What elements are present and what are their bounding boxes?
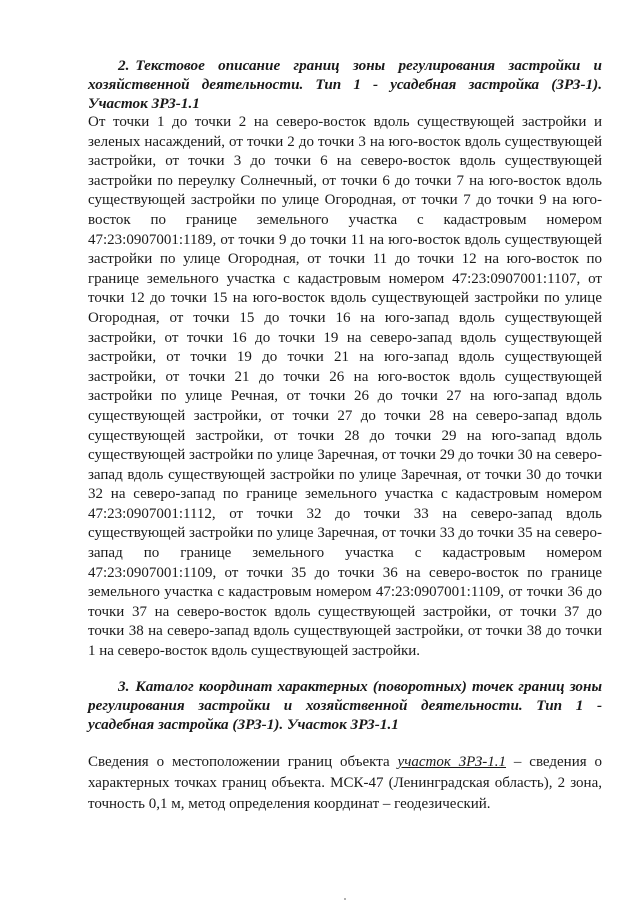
section-3-heading (88, 677, 602, 734)
section-2-heading (88, 56, 602, 113)
section-3-number: 3. (118, 677, 130, 695)
scan-speck (344, 898, 346, 900)
document-content (88, 56, 602, 815)
section-3-body-prefix: Сведения о местоположении границ объекта (88, 753, 390, 770)
section-2-title: Текстовое описание границ зоны регулирования застройки и хозяйственной деятельности. Тип 1 - усадебная застройка (ЗРЗ-1). Участок ЗРЗ-1.1 (88, 57, 602, 112)
section-3-title: Каталог координат характерных (поворотных) точек границ зоны регулирования застройки и хозяйственной деятельности. Тип 1 - усадебная застройка (ЗРЗ-1). Участок ЗРЗ-1.1 (88, 677, 602, 733)
section-3-body (88, 752, 602, 815)
section-3-body-suffix: – сведения о характерных точках границ объекта. МСК-47 (Ленинградская область), 2 зона, точность 0,1 м, метод определения координат – геодезический. (88, 753, 603, 812)
object-name: участок ЗРЗ-1.1 (397, 753, 507, 770)
section-2-body: От точки 1 до точки 2 на северо-восток вдоль существующей застройки и зеленых насаждений, от точки 2 до точки 3 на юго-восток вдоль существующей застройки, от точки 3 до точки 6 на северо-восток вдоль существующей застройки по переулку Солнечный, от точки 6 до точки 7 на юго-восток вдоль существующей застройки по улице Огородная, от точки 7 до точки 9 на юго-восток по границе земельного участка с кадастровым номером 47:23:0907001:1189, от точки 9 до точки 11 на юго-восток вдоль существующей застройки по улице Огородная, от точки 11 до точки 12 на юго-восток по границе земельного участка с кадастровым номером 47:23:0907001:1107, от точки 12 до точки 15 на юго-восток вдоль существующей застройки по улице Огородная, от точки 15 до точки 16 на юго-запад вдоль существующей застройки, от точки 16 до точки 19 на северо-запад вдоль существующей застройки, от точки 19 до точки 21 на юго-запад вдоль существующей застройки, от точки 21 до точки 26 на юго-восток вдоль существующей застройки по улице Речная, от точки 26 до точки 27 на юго-запад вдоль существующей застройки, от точки 27 до точки 28 на северо-запад вдоль существующей застройки, от точки 28 до точки 29 на юго-запад вдоль существующей застройки по улице Заречная, от точки 29 до точки 30 на северо-запад вдоль существующей застройки по улице Заречная, от точки 30 до точки 32 на северо-запад по границе земельного участка с кадастровым номером 47:23:0907001:1112, от точки 32 до точки 33 на северо-запад вдоль существующей застройки по улице Заречная, от точки 33 до точки 35 на северо-запад по границе земельного участка с кадастровым номером 47:23:0907001:1109, от точки 35 до точки 36 на северо-восток по границе земельного участка с кадастровым номером 47:23:0907001:1109, от точки 36 до точки 37 на северо-восток вдоль существующей застройки, от точки 37 до точки 38 на северо-запад вдоль существующей застройки, от точки 38 до точки 1 на северо-восток вдоль существующей застройки. (88, 114, 602, 660)
section-2-number: 2. (118, 57, 130, 74)
